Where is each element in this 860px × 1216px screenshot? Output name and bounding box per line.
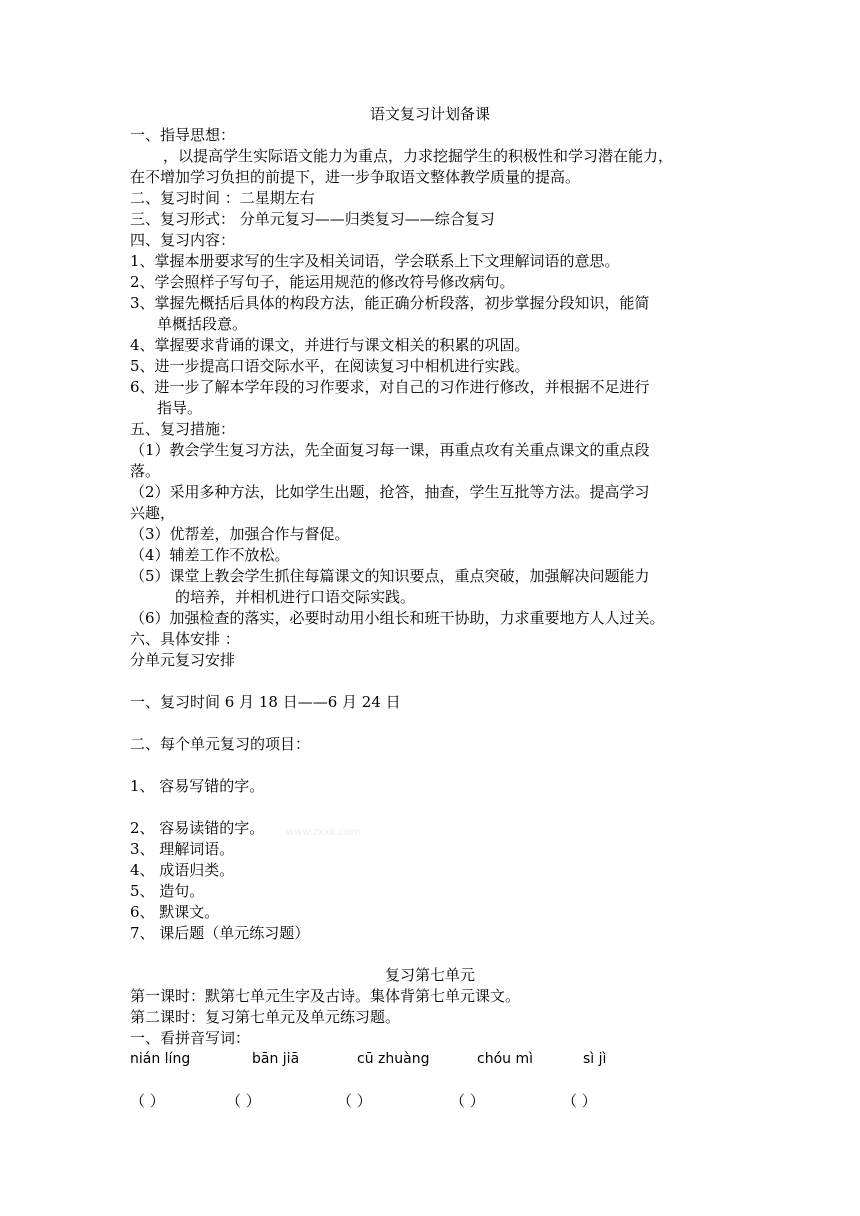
answer-blank: （ ） bbox=[226, 1092, 261, 1110]
review-item: 4、 成语归类。 bbox=[130, 861, 235, 879]
answer-blank: （ ） bbox=[450, 1092, 485, 1110]
section-heading-guiding-thought: 一、指导思想： bbox=[130, 126, 236, 144]
document-title: 语文复习计划备课 bbox=[369, 105, 490, 123]
measure-item: （4）辅差工作不放松。 bbox=[130, 546, 290, 564]
content-item: 3、掌握先概括后具体的构段方法，能正确分析段落，初步掌握分段知识，能简 bbox=[130, 294, 650, 312]
pinyin-word: chóu mì bbox=[477, 1051, 533, 1067]
answer-blank: （ ） bbox=[337, 1092, 372, 1110]
review-item: 1、 容易写错的字。 bbox=[130, 777, 265, 795]
measure-item-continuation: 落。 bbox=[130, 462, 161, 480]
pinyin-word: bān jiā bbox=[252, 1051, 300, 1067]
measure-item: （2）采用多种方法，比如学生出题，抢答，抽查，学生互批等方法。提高学习 bbox=[130, 483, 650, 501]
review-item: 6、 默课文。 bbox=[130, 903, 220, 921]
measure-item: （1）教会学生复习方法，先全面复习每一课，再重点攻有关重点课文的重点段 bbox=[130, 441, 650, 459]
exercise-heading: 一、看拼音写词： bbox=[130, 1029, 251, 1047]
unit-seven-title: 复习第七单元 bbox=[384, 966, 475, 984]
measure-item-continuation: 兴趣， bbox=[130, 504, 176, 522]
answer-blank: （ ） bbox=[562, 1092, 597, 1110]
content-item: 5、进一步提高口语交际水平，在阅读复习中相机进行实践。 bbox=[130, 357, 530, 375]
pinyin-word: cū zhuàng bbox=[357, 1051, 430, 1067]
review-item: 7、 课后题（单元练习题） bbox=[130, 924, 310, 942]
review-item: 3、 理解词语。 bbox=[130, 840, 235, 858]
measure-item: （3）优帮差，加强合作与督促。 bbox=[130, 525, 350, 543]
answer-blank: （ ） bbox=[130, 1092, 165, 1110]
measure-item: （6）加强检查的落实，必要时动用小组长和班干协助，力求重要地方人人过关。 bbox=[130, 609, 665, 627]
content-item: 1、掌握本册要求写的生字及相关词语，学会联系上下文理解词语的意思。 bbox=[130, 252, 620, 270]
schedule-time: 一、复习时间 6 月 18 日——6 月 24 日 bbox=[130, 693, 401, 711]
content-item-continuation: 单概括段意。 bbox=[157, 315, 248, 333]
measure-item-continuation: 的培养，并相机进行口语交际实践。 bbox=[175, 588, 416, 606]
schedule-items-heading: 二、每个单元复习的项目： bbox=[130, 735, 311, 753]
review-item: 5、 造句。 bbox=[130, 882, 205, 900]
lesson-plan-line: 第二课时：复习第七单元及单元练习题。 bbox=[130, 1008, 401, 1026]
content-item: 4、掌握要求背诵的课文，并进行与课文相关的积累的巩固。 bbox=[130, 336, 530, 354]
content-item: 6、进一步了解本学年段的习作要求，对自己的习作进行修改，并根据不足进行 bbox=[130, 378, 650, 396]
review-item: 2、 容易读错的字。 bbox=[130, 819, 265, 837]
section-heading-measures: 五、复习措施： bbox=[130, 420, 236, 438]
lesson-plan-line: 第一课时：默第七单元生字及古诗。集体背第七单元课文。 bbox=[130, 987, 521, 1005]
content-item-continuation: 指导。 bbox=[157, 399, 203, 417]
paragraph-line: 在不增加学习负担的前提下，进一步争取语文整体教学质量的提高。 bbox=[130, 168, 581, 186]
section-heading-review-content: 四、复习内容： bbox=[130, 231, 236, 249]
pinyin-word: nián líng bbox=[130, 1051, 191, 1067]
watermark: www.zxxk.com bbox=[286, 827, 361, 838]
subheading-unit-arrangement: 分单元复习安排 bbox=[130, 651, 236, 669]
pinyin-word: sì jì bbox=[583, 1051, 607, 1067]
paragraph-line: ，以提高学生实际语文能力为重点，力求挖掘学生的积极性和学习潜在能力， bbox=[163, 147, 674, 165]
section-heading-review-form: 三、复习形式： 分单元复习——归类复习——综合复习 bbox=[130, 210, 495, 228]
content-item: 2、学会照样子写句子，能运用规范的修改符号修改病句。 bbox=[130, 273, 515, 291]
section-heading-review-time: 二、复习时间 ：二星期左右 bbox=[130, 189, 315, 207]
section-heading-arrangement: 六、具体安排 ： bbox=[130, 630, 240, 648]
measure-item: （5）课堂上教会学生抓住每篇课文的知识要点，重点突破，加强解决问题能力 bbox=[130, 567, 650, 585]
